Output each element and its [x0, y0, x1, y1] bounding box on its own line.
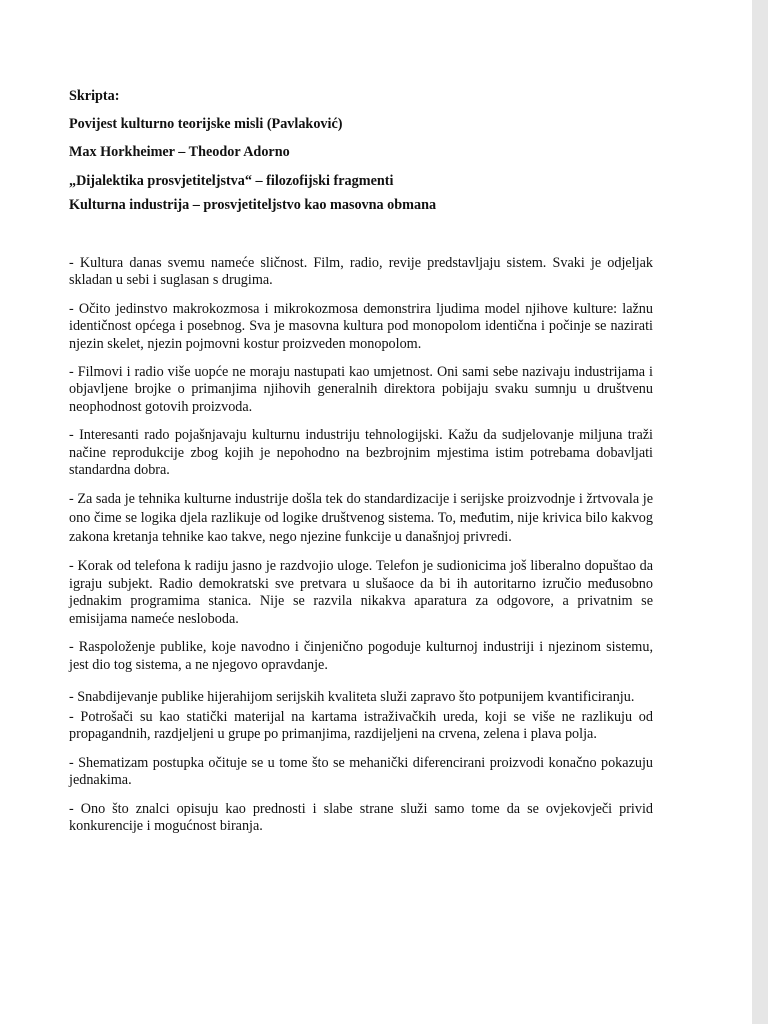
paragraph: - Potrošači su kao statički materijal na kartama istraživačkih ureda, koji se više ne razlikuju od propagandnih, razdjeljeni u grupe po primanjima, razdijeljeni na crvena, zelena i plava polja. [69, 708, 653, 743]
doc-label: Skripta: [69, 88, 120, 104]
paragraph: - Za sada je tehnika kulturne industrije došla tek do standardizacije i serijske proizvodnje i žrtvovala je ono čime se logika djela razlikuje od logike društvenog sistema. To, međutim, nije krivica bilo kakvog zakona kretanja tehnike kao takve, nego njezine funkcije u današnjoj privredi. [69, 491, 653, 546]
paragraph: - Interesanti rado pojašnjavaju kulturnu industriju tehnologijski. Kažu da sudjelovanje miljuna traži načine reprodukcije zbog kojih je nepohodno na bezbrojnim mjestima istim potrebama dobavljati standardna dobra. [69, 427, 653, 479]
paragraph: - Korak od telefona k radiju jasno je razdvojio uloge. Telefon je sudionicima još liberalno dopuštao da igraju subjekt. Radio demokratski sve pretvara u slušaoce da bi ih autoritarno izručio međusobno jednakim programima stanica. Nije se razvila nikakva aparatura za odgovore, a privatnim se emisijama nameće nesloboda. [69, 558, 653, 627]
authors: Max Horkheimer – Theodor Adorno [69, 144, 290, 160]
paragraph: - Očito jedinstvo makrokozmosa i mikrokozmosa demonstrira ljudima model njihove kulture: lažnu identičnost općega i posebnog. Sva je masovna kultura pod monopolom identična i počinje se nazirati njezin skelet, njezin pojmovni kostur proizveden monopolom. [69, 300, 653, 352]
paragraph: - Raspoloženje publike, koje navodno i činjenično pogoduje kulturnoj industriji i njezinom sistemu, jest dio tog sistema, a ne njegovo opravdanje. [69, 639, 653, 673]
book-title: „Dijalektika prosvjetiteljstva“ – filozofijski fragmenti [69, 173, 394, 189]
viewer-scroll-gutter [752, 0, 768, 1024]
course-title: Povijest kulturno teorijske misli (Pavlaković) [69, 116, 343, 132]
chapter-title: Kulturna industrija – prosvjetiteljstvo kao masovna obmana [69, 197, 437, 213]
paragraph: - Kultura danas svemu nameće sličnost. Film, radio, revije predstavljaju sistem. Svaki je odjeljak skladan u sebi i suglasan s drugima. [69, 255, 653, 289]
paragraph: - Ono što znalci opisuju kao prednosti i slabe strane služi samo tome da se ovjekovječi privid konkurencije i mogućnost biranja. [69, 800, 653, 834]
paragraph: - Filmovi i radio više uopće ne moraju nastupati kao umjetnost. Oni sami sebe nazivaju industrijama i objavljene brojke o primanjima njihovih generalnih direktora pobijaju svaku sumnju u društvenu neophodnost gotovih proizvoda. [69, 364, 653, 415]
paragraph: - Shematizam postupka očituje se u tome što se mehanički diferencirani proizvodi konačno pokazuju jednakima. [69, 754, 653, 789]
document-body [69, 88, 653, 846]
paragraph: - Snabdijevanje publike hijerahijom serijskih kvaliteta služi zapravo što potpunijem kvantificiranju. [69, 688, 635, 705]
